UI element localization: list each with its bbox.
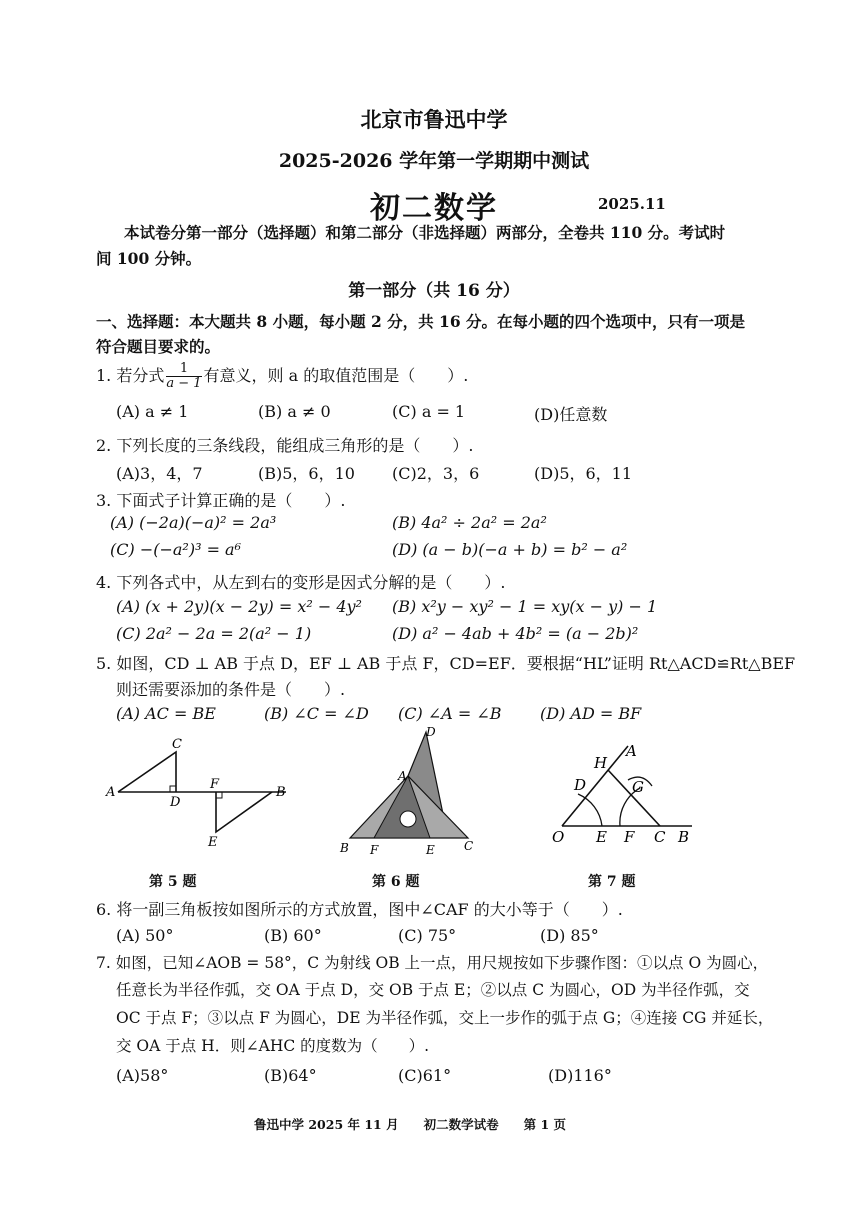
fig7-label-f: F xyxy=(624,828,635,846)
q2-option-b: (B)5，6，10 xyxy=(258,464,355,483)
q1-stem-pre: 1. 若分式 xyxy=(96,366,165,385)
q6-option-c: (C) 75° xyxy=(398,926,457,945)
part1-title: 第一部分（共 16 分） xyxy=(348,281,520,301)
page-footer: 鲁迅中学 2025 年 11 月 初二数学试卷 第 1 页 xyxy=(254,1117,566,1132)
fig7-label-c: C xyxy=(654,828,666,846)
question-5-stem-2: 则还需要添加的条件是（ ）. xyxy=(116,680,346,699)
q4-option-a: (A) (x + 2y)(x − 2y) = x² − 4y² xyxy=(116,597,362,616)
q6-option-b: (B) 60° xyxy=(264,926,322,945)
q3-option-d: (D) (a − b)(−a + b) = b² − a² xyxy=(392,540,628,559)
q6-option-a: (A) 50° xyxy=(116,926,174,945)
fig6-label-a: A xyxy=(398,769,407,783)
q1-option-d: (D)任意数 xyxy=(534,405,608,424)
q1-option-b: (B) a ≠ 0 xyxy=(258,402,331,421)
figure-5 xyxy=(100,730,300,860)
question-7-line-1: 7. 如图，已知∠AOB = 58°，C 为射线 OB 上一点，用尺规按如下步骤作图：①以点 O 为圆心， xyxy=(96,954,769,972)
question-3-stem: 3. 下面式子计算正确的是（ ）. xyxy=(96,491,346,510)
q4-option-d: (D) a² − 4ab + 4b² = (a − 2b)² xyxy=(392,624,639,643)
school-name: 北京市鲁迅中学 xyxy=(360,107,508,132)
question-7-line-3: OC 于点 F；③以点 F 为圆心，DE 为半径作弧，交上一步作的弧于点 G；④连接 CG 并延长， xyxy=(116,1009,774,1027)
fig7-label-g: G xyxy=(632,778,644,796)
fig6-label-f: F xyxy=(370,843,379,857)
fig5-label-a: A xyxy=(106,785,116,800)
q7-option-b: (B)64° xyxy=(264,1066,317,1085)
q3-option-c: (C) −(−a²)³ = a⁶ xyxy=(110,540,242,559)
question-1-stem xyxy=(96,358,468,394)
question-5-stem-1: 5. 如图，CD ⊥ AB 于点 D，EF ⊥ AB 于点 F，CD=EF．要根据“HL”证明 Rt△ACD≌Rt△BEF xyxy=(96,654,796,673)
fig7-label-b: B xyxy=(678,828,690,846)
figure-6 xyxy=(330,722,490,862)
q1-fraction-numerator: 1 xyxy=(166,362,201,377)
fig5-label-c: C xyxy=(172,737,182,752)
q3-option-a: (A) (−2a)(−a)² = 2a³ xyxy=(110,513,277,532)
fig7-label-e: E xyxy=(596,828,607,846)
fig7-label-h: H xyxy=(594,754,608,772)
q2-option-a: (A)3，4，7 xyxy=(116,464,203,483)
fig5-label-e: E xyxy=(208,835,218,850)
exam-title: 2025-2026 学年第一学期期中测试 xyxy=(278,150,590,172)
q5-option-c: (C) ∠A = ∠B xyxy=(398,704,502,723)
q1-stem-post: 有意义，则 a 的取值范围是（ ）. xyxy=(203,366,469,385)
fig6-caption: 第 6 题 xyxy=(372,874,420,890)
q1-option-c: (C) a = 1 xyxy=(392,402,466,421)
part1-instruction-2: 符合题目要求的。 xyxy=(96,337,221,356)
question-2-stem: 2. 下列长度的三条线段，能组成三角形的是（ ）. xyxy=(96,436,474,455)
q3-option-b: (B) 4a² ÷ 2a² = 2a² xyxy=(392,513,547,532)
figure-7 xyxy=(548,736,698,846)
fig6-label-b: B xyxy=(340,841,349,855)
fig5-label-b: B xyxy=(276,785,286,800)
fig7-label-d: D xyxy=(574,776,587,794)
fig6-label-c: C xyxy=(464,839,474,853)
intro-line-1: 本试卷分第一部分（选择题）和第二部分（非选择题）两部分，全卷共 110 分。考试时 xyxy=(124,223,726,242)
q7-option-a: (A)58° xyxy=(116,1066,169,1085)
q5-option-b: (B) ∠C = ∠D xyxy=(264,704,369,723)
fig5-label-d: D xyxy=(170,795,181,810)
fig6-label-d: D xyxy=(426,725,436,739)
q7-option-d: (D)116° xyxy=(548,1066,612,1085)
part1-instruction-1: 一、选择题：本大题共 8 小题，每小题 2 分，共 16 分。在每小题的四个选项中，只有一项是 xyxy=(96,312,746,331)
exam-date: 2025.11 xyxy=(598,195,666,213)
q4-option-c: (C) 2a² − 2a = 2(a² − 1) xyxy=(116,624,312,643)
q6-option-d: (D) 85° xyxy=(540,926,599,945)
q1-option-a: (A) a ≠ 1 xyxy=(116,402,189,421)
intro-line-2: 间 100 分钟。 xyxy=(96,249,202,268)
question-7-line-2: 任意长为半径作弧，交 OA 于点 D，交 OB 于点 E；②以点 C 为圆心，OD 为半径作弧，交 xyxy=(116,981,750,999)
question-6-stem: 6. 将一副三角板按如图所示的方式放置，图中∠CAF 的大小等于（ ）. xyxy=(96,900,623,919)
fig6-label-e: E xyxy=(426,843,435,857)
q7-option-c: (C)61° xyxy=(398,1066,452,1085)
question-7-line-4: 交 OA 于点 H．则∠AHC 的度数为（ ）. xyxy=(116,1037,430,1055)
q2-option-d: (D)5，6，11 xyxy=(534,464,633,483)
q5-option-d: (D) AD = BF xyxy=(540,704,642,723)
question-4-stem: 4. 下列各式中，从左到右的变形是因式分解的是（ ）. xyxy=(96,573,506,592)
q5-option-a: (A) AC = BE xyxy=(116,704,216,723)
fig7-label-o: O xyxy=(552,828,565,846)
q2-option-c: (C)2，3，6 xyxy=(392,464,480,483)
q1-fraction-denominator: a − 1 xyxy=(166,376,202,391)
fig5-label-f: F xyxy=(210,777,220,792)
fig7-caption: 第 7 题 xyxy=(588,874,636,890)
fig7-label-a: A xyxy=(626,742,637,760)
fig5-caption: 第 5 题 xyxy=(149,874,197,890)
q1-fraction xyxy=(166,362,201,391)
q4-option-b: (B) x²y − xy² − 1 = xy(x − y) − 1 xyxy=(392,597,658,616)
subject-title: 初二数学 xyxy=(370,191,498,226)
